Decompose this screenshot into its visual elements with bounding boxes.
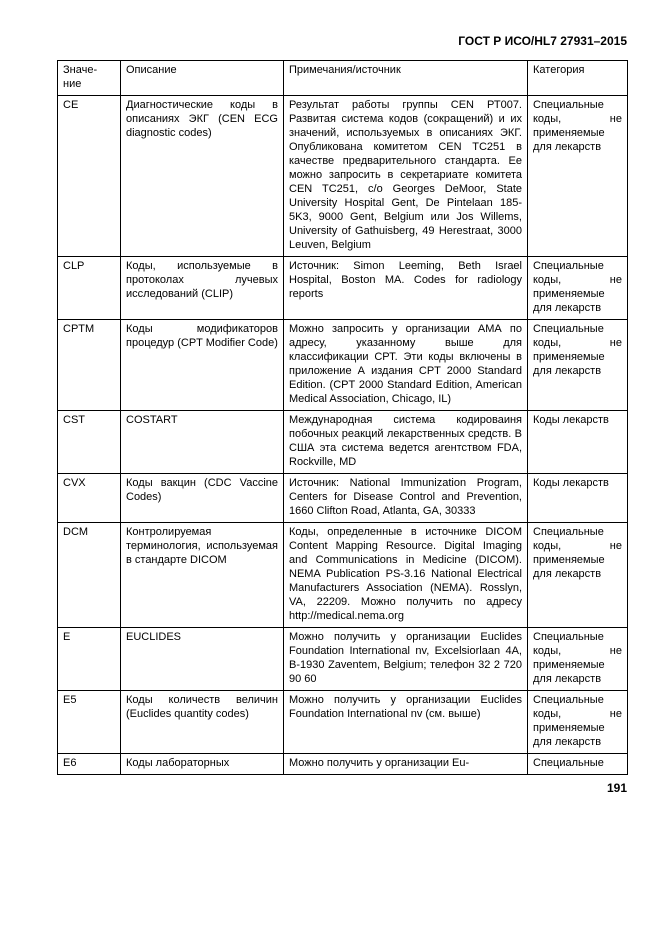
table-row bbox=[58, 628, 628, 691]
cell-value: DCM bbox=[58, 523, 121, 628]
cell-notes: Международная система кодироваиня побочных реакций лекарственных средств. В США эта система ведется агентством FDA, Rockville, MD bbox=[284, 411, 528, 474]
cell-category: Специальные коды, не применяемые для лекарств bbox=[528, 628, 628, 691]
cell-notes: Можно получить у организации Eu- bbox=[284, 754, 528, 775]
cell-value: E bbox=[58, 628, 121, 691]
cell-category: Специальные коды, не применяемые для лекарств bbox=[528, 320, 628, 411]
cell-category: Коды лекарств bbox=[528, 474, 628, 523]
table-row bbox=[58, 754, 628, 775]
table-row bbox=[58, 474, 628, 523]
column-header-category: Категория bbox=[528, 61, 628, 96]
cell-description: Коды, используемые в протоколах лучевых исследований (CLIP) bbox=[121, 257, 284, 320]
cell-description: COSTART bbox=[121, 411, 284, 474]
cell-value: CVX bbox=[58, 474, 121, 523]
cell-notes: Результат работы группы CEN РТ007. Развитая система кодов (сокращений) и их значений, используемых в описаниях ЭКГ. Опубликована комитетом CEN TC251 в качестве предварительного стандарта. Ее можно запросить в секретариате комитета CEN TC251, c/o Georges DeMoor, State University Hospital Gent, De Pintelaan 185-5K3, 9000 Gent, Belgium или Jos Willems, University of Gathuisberg, 49 Herestraat, 3000 Leuven, Belgium bbox=[284, 96, 528, 257]
cell-category: Специальные коды, не применяемые для лекарств bbox=[528, 257, 628, 320]
cell-category: Специальные коды, не применяемые для лекарств bbox=[528, 523, 628, 628]
cell-category: Специальные коды, не применяемые для лекарств bbox=[528, 96, 628, 257]
table-row bbox=[58, 257, 628, 320]
cell-notes: Источник: National Immunization Program, Centers for Disease Control and Prevention, 1660 Clifton Road, Atlanta, GA, 30333 bbox=[284, 474, 528, 523]
cell-notes: Коды, определенные в источнике DICOM Content Mapping Resource. Digital Imaging and Communications in Medicine (DICOM). NEMA Publication PS-3.16 National Electrical Manufacturers Association (NEMA). Rosslyn, VA, 22209. Можно получить по адресу http://medical.nema.org bbox=[284, 523, 528, 628]
cell-description: Коды количеств величин (Euclides quantity codes) bbox=[121, 691, 284, 754]
cell-description: Коды вакцин (CDC Vaccine Codes) bbox=[121, 474, 284, 523]
column-header-notes: Примечания/источник bbox=[284, 61, 528, 96]
cell-notes: Можно получить у организации Euclides Foundation International nv, Excelsiorlaan 4A, B-1930 Zaventem, Belgium; телефон 32 2 720 90 60 bbox=[284, 628, 528, 691]
cell-description: EUCLIDES bbox=[121, 628, 284, 691]
column-header-value: Значе-ние bbox=[58, 61, 121, 96]
page-number: 191 bbox=[606, 781, 627, 795]
cell-description: Коды модификаторов процедур (CPT Modifier Code) bbox=[121, 320, 284, 411]
table-row bbox=[58, 96, 628, 257]
cell-value: E5 bbox=[58, 691, 121, 754]
codes-table bbox=[57, 60, 628, 775]
cell-value: E6 bbox=[58, 754, 121, 775]
document-title: ГОСТ Р ИСО/HL7 27931–2015 bbox=[458, 34, 627, 48]
cell-notes: Можно получить у организации Euclides Foundation International nv (см. выше) bbox=[284, 691, 528, 754]
cell-value: CPTM bbox=[58, 320, 121, 411]
cell-category: Коды лекарств bbox=[528, 411, 628, 474]
cell-notes: Источник: Simon Leeming, Beth Israel Hospital, Boston MA. Codes for radiology reports bbox=[284, 257, 528, 320]
table-row bbox=[58, 691, 628, 754]
table-row bbox=[58, 320, 628, 411]
cell-value: CLP bbox=[58, 257, 121, 320]
table-row bbox=[58, 523, 628, 628]
table-header-row bbox=[58, 61, 628, 96]
cell-notes: Можно запросить у организации АМА по адресу, указанному выше для классификации СРТ. Эти коды включены в приложение А издания CPT 2000 Standard Edition. (CPT 2000 Standard Edition, American Medical Association, Chicago, IL) bbox=[284, 320, 528, 411]
table-body bbox=[58, 96, 628, 775]
column-header-description: Описание bbox=[121, 61, 284, 96]
cell-description: Диагностические коды в описаниях ЭКГ (CEN ECG diagnostic codes) bbox=[121, 96, 284, 257]
table-row bbox=[58, 411, 628, 474]
cell-description: Коды лабораторных bbox=[121, 754, 284, 775]
cell-category: Специальные коды, не применяемые для лекарств bbox=[528, 691, 628, 754]
cell-value: CE bbox=[58, 96, 121, 257]
cell-description: Контролируемая терминология, используемая в стандарте DICOM bbox=[121, 523, 284, 628]
cell-value: CST bbox=[58, 411, 121, 474]
cell-category: Специальные bbox=[528, 754, 628, 775]
